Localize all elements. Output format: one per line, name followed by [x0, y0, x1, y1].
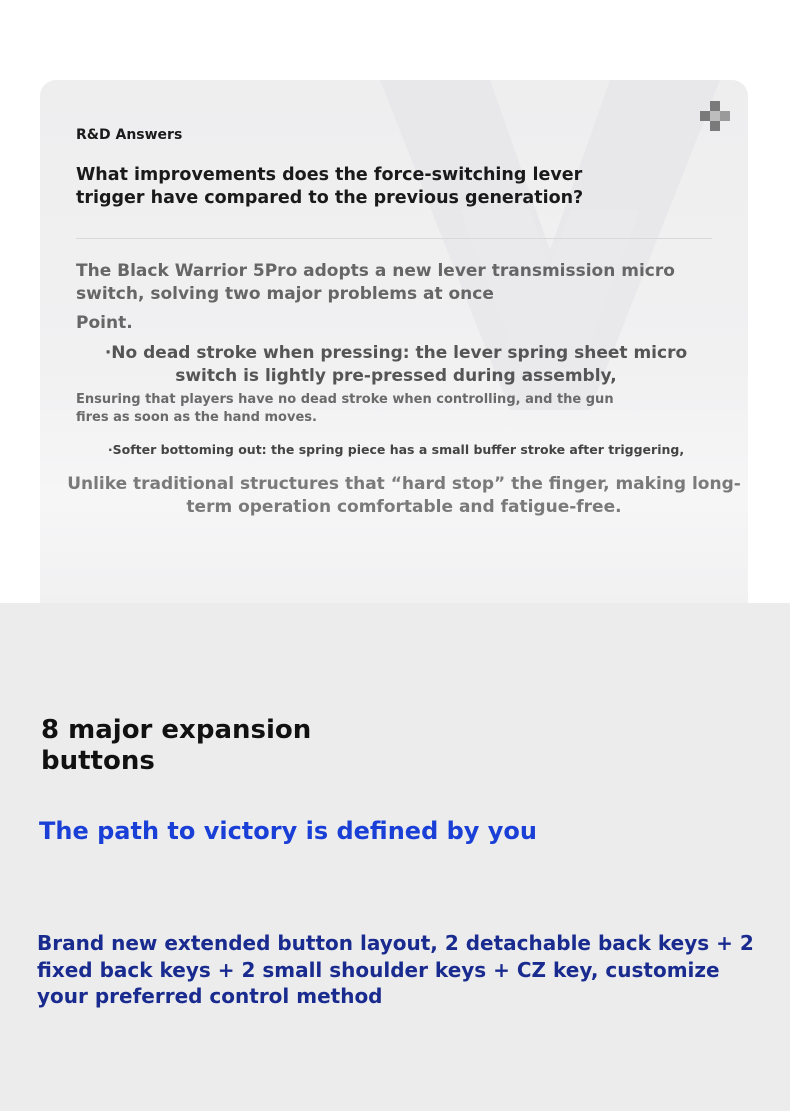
divider: [76, 238, 712, 239]
feature-description: Brand new extended button layout, 2 detachable back keys + 2 fixed back keys + 2 small shoulder keys + CZ key, customize your preferred control method: [37, 931, 754, 1008]
question-heading: What improvements does the force-switching lever trigger have compared to the previous generation?: [76, 165, 584, 208]
answer-intro-continued: Point.: [76, 313, 133, 333]
checker-logo-icon: [700, 101, 732, 133]
point-2-title: ·Softer bottoming out: the spring piece has a small buffer stroke after triggering,: [107, 442, 685, 457]
point-1-detail: Ensuring that players have no dead stroke when controlling, and the gun fires as soon as the hand moves.: [76, 392, 614, 425]
section-kicker: R&D Answers: [76, 127, 183, 143]
point-2-detail: Unlike traditional structures that “hard stop” the finger, making long-term operation comfortable and fatigue-free.: [67, 474, 741, 517]
feature-section: [0, 603, 790, 1111]
qa-card: [40, 80, 748, 603]
feature-heading: 8 major expansion buttons: [41, 715, 312, 776]
answer-intro: The Black Warrior 5Pro adopts a new lever transmission micro switch, solving two major problems at once: [76, 261, 675, 304]
point-1-title: ·No dead stroke when pressing: the lever spring sheet micro switch is lightly pre-pressed during assembly,: [104, 343, 688, 386]
feature-tagline: The path to victory is defined by you: [39, 817, 537, 845]
